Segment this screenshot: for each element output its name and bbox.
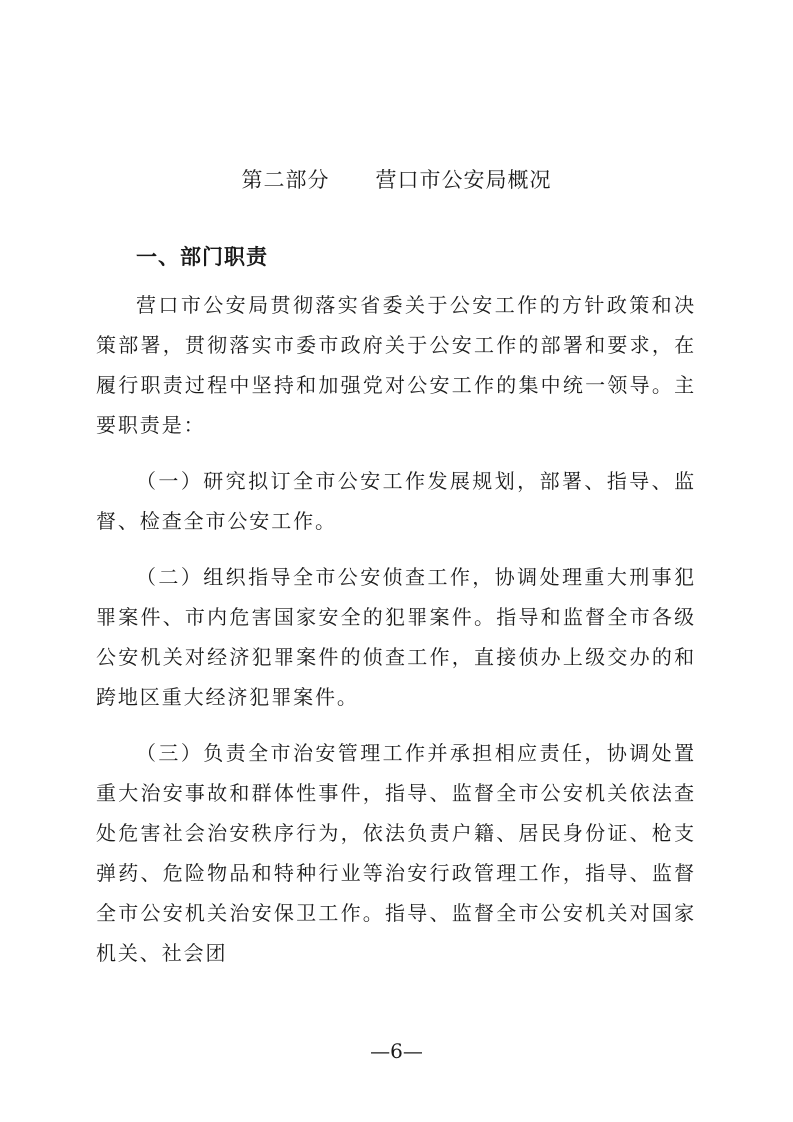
part-title: 第二部分 营口市公安局概况: [241, 168, 552, 192]
paragraph-duty-3: （三）负责全市治安管理工作并承担相应责任，协调处置重大治安事故和群体性事件，指导、监督全市公安机关依法查处危害社会治安秩序行为，依法负责户籍、居民身份证、枪支弹药、危险物品和特种行业等治安行政管理工作，指导、监督全市公安机关治安保卫工作。指导、监督全市公安机关对国家机关、社会团: [96, 741, 696, 965]
page-number: —6—: [370, 1039, 423, 1063]
section-heading: 一、部门职责: [136, 245, 268, 269]
paragraph-duty-1: （一）研究拟订全市公安工作发展规划，部署、指导、监督、检查全市公安工作。: [96, 469, 696, 533]
paragraph-duty-2: （二）组织指导全市公安侦查工作，协调处理重大刑事犯罪案件、市内危害国家安全的犯罪案件。指导和监督全市各级公安机关对经济犯罪案件的侦查工作，直接侦办上级交办的和跨地区重大经济犯罪案件。: [96, 565, 696, 709]
paragraph-intro: 营口市公安局贯彻落实省委关于公安工作的方针政策和决策部署，贯彻落实市委市政府关于公安工作的部署和要求，在履行职责过程中坚持和加强党对公安工作的集中统一领导。主要职责是：: [96, 293, 696, 437]
document-body: [96, 285, 696, 973]
